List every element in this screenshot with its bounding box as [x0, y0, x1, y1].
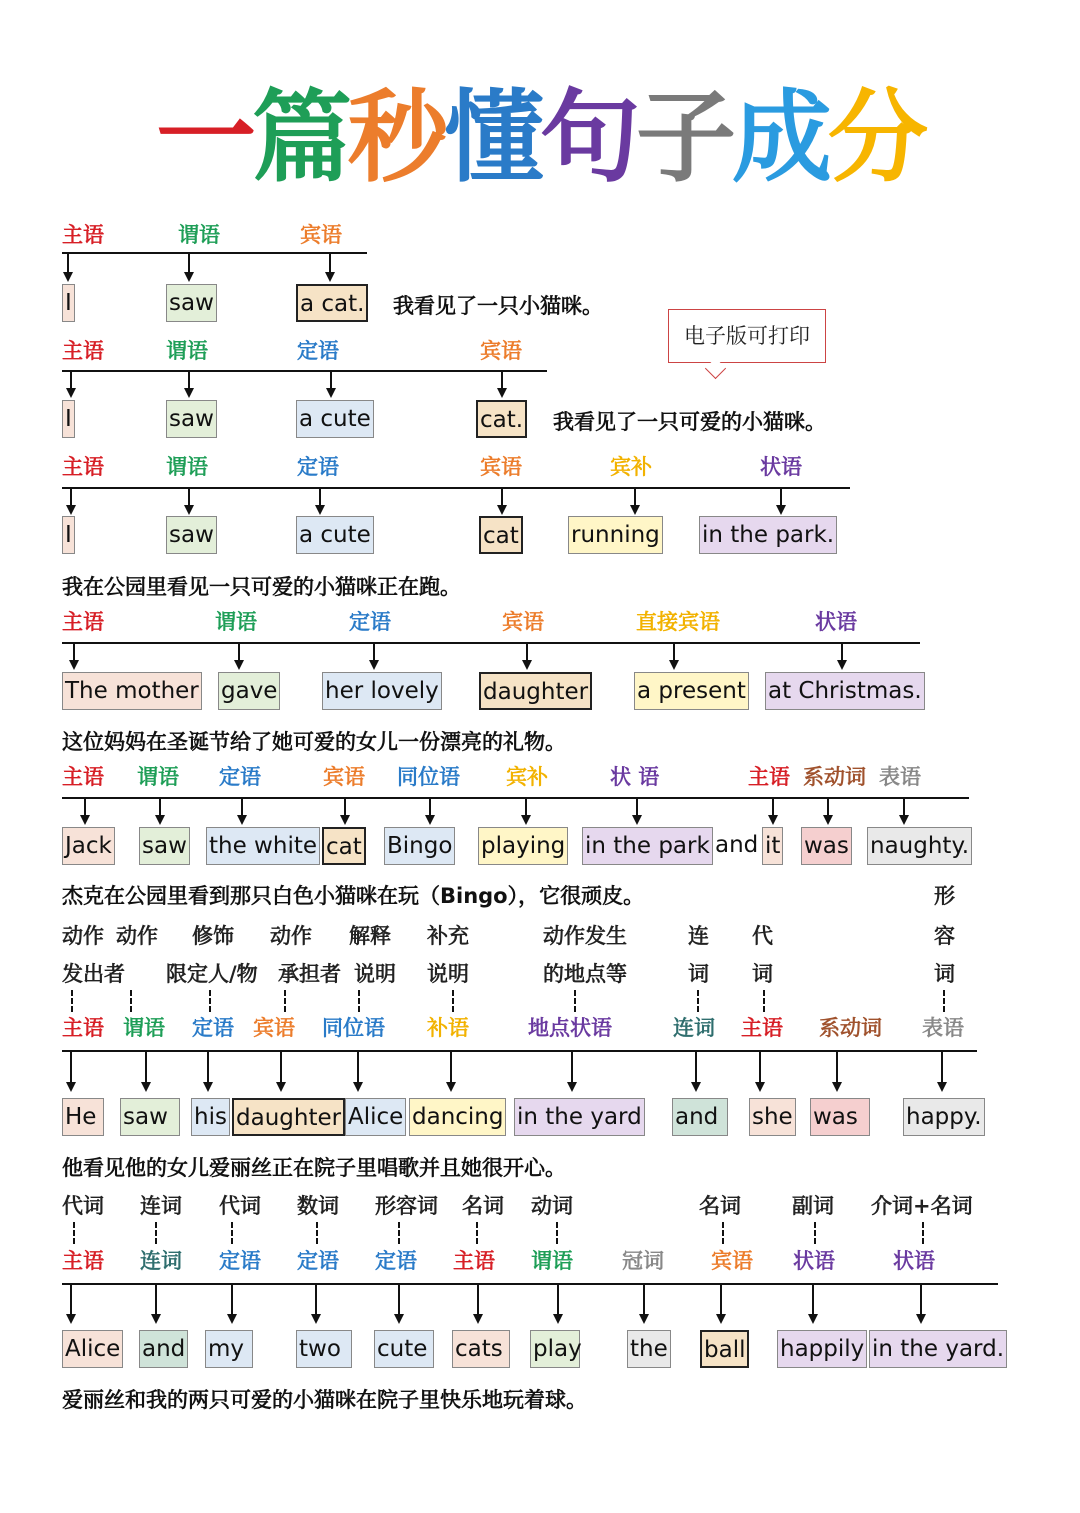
arrow-head	[394, 1314, 404, 1324]
arrow-head	[276, 1082, 286, 1092]
description-text: 修饰	[192, 924, 234, 948]
bracket-line	[62, 487, 850, 489]
word-box: was	[801, 827, 852, 865]
dashed-connector	[209, 990, 211, 1012]
role-label: 谓语	[166, 455, 208, 479]
role-label: 状语	[760, 455, 802, 479]
arrow-stem	[188, 370, 190, 388]
dashed-connector	[155, 1222, 157, 1244]
arrow-stem	[643, 1283, 645, 1314]
word-box: daughter	[232, 1098, 345, 1136]
dashed-connector	[722, 1222, 724, 1244]
arrow-stem	[673, 642, 675, 660]
word-box: a cute	[296, 516, 374, 554]
role-label: 谓语	[531, 1249, 573, 1273]
description-text: 说明	[427, 962, 469, 986]
dashed-connector	[574, 990, 576, 1012]
arrow-stem	[373, 642, 375, 660]
word-box: Bingo	[384, 827, 455, 865]
chinese-translation: 爱丽丝和我的两只可爱的小猫咪在院子里快乐地玩着球。	[62, 1388, 587, 1412]
role-label: 定语	[219, 765, 261, 789]
chinese-translation: 我在公园里看见一只可爱的小猫咪正在跑。	[62, 575, 461, 599]
word-box: saw	[120, 1098, 180, 1136]
arrow-stem	[241, 797, 243, 815]
description-text: 词	[752, 962, 773, 986]
dashed-connector	[452, 990, 454, 1012]
description-text: 动作发生	[543, 924, 627, 948]
word-box: her lovely	[322, 672, 442, 710]
chinese-translation: 我看见了一只小猫咪。	[393, 294, 603, 318]
description-text: 容	[934, 924, 955, 948]
dashed-connector	[943, 990, 945, 1012]
word-box: cat	[322, 827, 366, 865]
chinese-translation: 我看见了一只可爱的小猫咪。	[553, 410, 826, 434]
word-box: was	[810, 1098, 870, 1136]
arrow-stem	[836, 1050, 838, 1082]
arrow-head	[311, 1314, 321, 1324]
arrow-stem	[772, 797, 774, 815]
role-label: 补语	[427, 1016, 469, 1040]
description-text: 的地点等	[543, 962, 627, 986]
role-label: 定语	[297, 455, 339, 479]
word-box: naughty.	[867, 827, 972, 865]
description-text: 词	[934, 962, 955, 986]
arrow-head	[315, 505, 325, 515]
dashed-connector	[73, 1222, 75, 1244]
word-box: ball	[700, 1330, 749, 1368]
dashed-connector	[814, 1222, 816, 1244]
description-text: 补充	[427, 924, 469, 948]
arrow-stem	[501, 370, 503, 388]
arrow-head	[632, 815, 642, 825]
part-of-speech: 代词	[219, 1194, 261, 1218]
arrow-head	[832, 1082, 842, 1092]
arrow-head	[66, 1314, 76, 1324]
arrow-stem	[315, 1283, 317, 1314]
description-text: 解释	[349, 924, 391, 948]
part-of-speech: 连词	[140, 1194, 182, 1218]
word-box: Alice	[345, 1098, 406, 1136]
arrow-stem	[398, 1283, 400, 1314]
arrow-head	[369, 660, 379, 670]
word-box: in the park.	[699, 516, 837, 554]
role-label: 主语	[741, 1016, 783, 1040]
arrow-head	[899, 815, 909, 825]
role-label: 谓语	[215, 610, 257, 634]
chinese-translation: 杰克在公园里看到那只白色小猫咪在玩（Bingo），它很顽皮。	[62, 884, 645, 908]
arrow-head	[691, 1082, 701, 1092]
arrow-head	[425, 815, 435, 825]
arrow-stem	[357, 1050, 359, 1082]
word-box: in the park	[582, 827, 713, 865]
word-box: gave	[218, 672, 280, 710]
role-label: 系动词	[803, 765, 866, 789]
role-label: 连词	[140, 1249, 182, 1273]
role-label: 定语	[375, 1249, 417, 1273]
role-label: 宾语	[480, 455, 522, 479]
arrow-stem	[159, 797, 161, 815]
description-text: 连	[688, 924, 709, 948]
role-label: 地点状语	[528, 1016, 612, 1040]
word-box: a present	[634, 672, 749, 710]
word-box: cat.	[476, 400, 527, 438]
chinese-translation: 这位妈妈在圣诞节给了她可爱的女儿一份漂亮的礼物。	[62, 730, 566, 754]
arrow-head	[155, 815, 165, 825]
part-of-speech: 动词	[531, 1194, 573, 1218]
dashed-connector	[398, 1222, 400, 1244]
description-text: 词	[688, 962, 709, 986]
arrow-head	[937, 1082, 947, 1092]
role-label: 宾补	[506, 765, 548, 789]
role-label: 谓语	[137, 765, 179, 789]
arrow-stem	[634, 487, 636, 505]
role-label: 主语	[453, 1249, 495, 1273]
role-label: 状 语	[610, 765, 660, 789]
word-box: play	[530, 1330, 580, 1368]
printable-callout: 电子版可打印	[668, 309, 826, 363]
word-box: two	[296, 1330, 352, 1368]
word-box: saw	[166, 284, 217, 322]
dashed-connector	[71, 990, 73, 1012]
part-of-speech: 形容词	[375, 1194, 438, 1218]
arrow-head	[325, 272, 335, 282]
role-label: 宾语	[300, 223, 342, 247]
role-label: 状语	[893, 1249, 935, 1273]
arrow-stem	[903, 797, 905, 815]
arrow-head	[567, 1082, 577, 1092]
arrow-stem	[450, 1050, 452, 1082]
arrow-head	[237, 815, 247, 825]
word-box: in the yard.	[869, 1330, 1007, 1368]
role-label: 直接宾语	[636, 610, 720, 634]
dashed-connector	[697, 990, 699, 1012]
word-box: I	[62, 516, 75, 554]
arrow-head	[521, 815, 531, 825]
word-box: the	[627, 1330, 671, 1368]
arrow-head	[553, 1314, 563, 1324]
dashed-connector	[284, 990, 286, 1012]
bracket-line	[62, 797, 969, 799]
arrow-stem	[525, 797, 527, 815]
arrow-stem	[920, 1283, 922, 1314]
arrow-head	[446, 1082, 456, 1092]
conjunction-word: and	[715, 832, 759, 858]
word-box: cat	[479, 516, 523, 554]
role-label: 宾语	[480, 339, 522, 363]
role-label: 主语	[748, 765, 790, 789]
word-box: dancing	[409, 1098, 506, 1136]
arrow-head	[234, 660, 244, 670]
word-box: a cat.	[296, 284, 368, 322]
word-box: a cute	[296, 400, 374, 438]
role-label: 表语	[879, 765, 921, 789]
bracket-line	[62, 252, 367, 254]
title-char: 一	[156, 79, 252, 196]
role-label: 主语	[62, 1016, 104, 1040]
arrow-head	[755, 1082, 765, 1092]
arrow-head	[716, 1314, 726, 1324]
arrow-stem	[636, 797, 638, 815]
word-box: saw	[139, 827, 190, 865]
word-box: daughter	[479, 672, 592, 710]
page-title	[0, 78, 1080, 198]
arrow-head	[837, 660, 847, 670]
role-label: 系动词	[819, 1016, 882, 1040]
arrow-head	[768, 815, 778, 825]
role-label: 定语	[349, 610, 391, 634]
arrow-stem	[759, 1050, 761, 1082]
arrow-stem	[207, 1050, 209, 1082]
word-box: his	[191, 1098, 230, 1136]
arrow-stem	[188, 252, 190, 272]
word-box: in the yard	[514, 1098, 645, 1136]
role-label: 定语	[297, 339, 339, 363]
arrow-head	[473, 1314, 483, 1324]
arrow-head	[823, 815, 833, 825]
arrow-stem	[329, 252, 331, 272]
arrow-head	[326, 388, 336, 398]
arrow-head	[141, 1082, 151, 1092]
part-of-speech: 数词	[297, 1194, 339, 1218]
arrow-stem	[330, 370, 332, 388]
description-text: 发出者	[62, 962, 125, 986]
role-label: 主语	[62, 1249, 104, 1273]
role-label: 主语	[62, 455, 104, 479]
arrow-head	[227, 1314, 237, 1324]
word-box: I	[62, 284, 75, 322]
word-box: running	[568, 516, 663, 554]
arrow-head	[497, 505, 507, 515]
arrow-head	[639, 1314, 649, 1324]
arrow-head	[66, 505, 76, 515]
part-of-speech: 副词	[792, 1194, 834, 1218]
arrow-stem	[501, 487, 503, 505]
arrow-head	[69, 660, 79, 670]
part-of-speech: 名词	[699, 1194, 741, 1218]
arrow-head	[522, 660, 532, 670]
arrow-stem	[571, 1050, 573, 1082]
dashed-connector	[316, 1222, 318, 1244]
arrow-stem	[280, 1050, 282, 1082]
role-label: 宾语	[323, 765, 365, 789]
arrow-stem	[67, 252, 69, 272]
dashed-connector	[231, 1222, 233, 1244]
role-label: 宾补	[610, 455, 652, 479]
role-label: 主语	[62, 610, 104, 634]
role-label: 冠词	[622, 1249, 664, 1273]
arrow-head	[630, 505, 640, 515]
arrow-stem	[231, 1283, 233, 1314]
arrow-head	[184, 272, 194, 282]
description-text: 说明	[354, 962, 396, 986]
word-box: my	[205, 1330, 253, 1368]
arrow-head	[80, 815, 90, 825]
title-char: 篇	[252, 79, 348, 196]
arrow-stem	[188, 487, 190, 505]
arrow-head	[669, 660, 679, 670]
arrow-head	[203, 1082, 213, 1092]
arrow-stem	[429, 797, 431, 815]
arrow-head	[497, 388, 507, 398]
word-box: happy.	[903, 1098, 985, 1136]
description-text: 动作	[270, 924, 312, 948]
arrow-stem	[319, 487, 321, 505]
part-of-speech: 代词	[62, 1194, 104, 1218]
arrow-stem	[155, 1283, 157, 1314]
word-box: she	[749, 1098, 796, 1136]
word-box: Alice	[62, 1330, 123, 1368]
role-label: 主语	[62, 765, 104, 789]
description-text: 动作	[62, 924, 104, 948]
dashed-connector	[922, 1222, 924, 1244]
arrow-head	[66, 1082, 76, 1092]
arrow-stem	[344, 797, 346, 815]
word-box: He	[62, 1098, 104, 1136]
arrow-stem	[827, 797, 829, 815]
title-char: 分	[828, 79, 924, 196]
word-box: at Christmas.	[765, 672, 925, 710]
arrow-stem	[70, 1050, 72, 1082]
arrow-head	[808, 1314, 818, 1324]
dashed-connector	[476, 1222, 478, 1244]
arrow-stem	[720, 1283, 722, 1314]
role-label: 宾语	[502, 610, 544, 634]
title-char: 句	[540, 79, 636, 196]
arrow-stem	[695, 1050, 697, 1082]
role-label: 主语	[62, 339, 104, 363]
arrow-stem	[73, 642, 75, 660]
word-box: and	[139, 1330, 188, 1368]
arrow-head	[776, 505, 786, 515]
arrow-stem	[70, 487, 72, 505]
word-box: saw	[166, 516, 217, 554]
arrow-stem	[526, 642, 528, 660]
title-char: 成	[732, 79, 828, 196]
dashed-connector	[556, 1222, 558, 1244]
arrow-stem	[477, 1283, 479, 1314]
arrow-stem	[780, 487, 782, 505]
role-label: 谓语	[178, 223, 220, 247]
word-box: happily	[777, 1330, 867, 1368]
word-box: Jack	[62, 827, 115, 865]
arrow-head	[916, 1314, 926, 1324]
dashed-connector	[763, 990, 765, 1012]
word-box: playing	[478, 827, 568, 865]
role-label: 主语	[62, 223, 104, 247]
arrow-stem	[841, 642, 843, 660]
word-box: The mother	[62, 672, 202, 710]
description-text: 形	[934, 884, 955, 908]
title-char: 子	[636, 79, 732, 196]
role-label: 谓语	[123, 1016, 165, 1040]
role-label: 定语	[219, 1249, 261, 1273]
description-text: 动作	[116, 924, 158, 948]
arrow-stem	[238, 642, 240, 660]
arrow-stem	[812, 1283, 814, 1314]
role-label: 宾语	[711, 1249, 753, 1273]
arrow-head	[66, 388, 76, 398]
arrow-stem	[84, 797, 86, 815]
arrow-stem	[557, 1283, 559, 1314]
role-label: 定语	[297, 1249, 339, 1273]
description-text: 限定人/物	[166, 962, 258, 986]
word-box: cute	[374, 1330, 434, 1368]
dashed-connector	[358, 990, 360, 1012]
role-label: 连词	[673, 1016, 715, 1040]
bracket-line	[62, 370, 547, 372]
part-of-speech: 介词+名词	[871, 1194, 973, 1218]
word-box: I	[62, 400, 75, 438]
title-char: 秒	[348, 79, 444, 196]
arrow-stem	[70, 370, 72, 388]
word-box: saw	[166, 400, 217, 438]
part-of-speech: 名词	[462, 1194, 504, 1218]
chinese-translation: 他看见他的女儿爱丽丝正在院子里唱歌并且她很开心。	[62, 1156, 566, 1180]
arrow-head	[63, 272, 73, 282]
arrow-head	[353, 1082, 363, 1092]
arrow-stem	[70, 1283, 72, 1314]
arrow-head	[184, 505, 194, 515]
arrow-stem	[145, 1050, 147, 1082]
arrow-head	[151, 1314, 161, 1324]
arrow-head	[184, 388, 194, 398]
arrow-stem	[941, 1050, 943, 1082]
bracket-line	[62, 642, 920, 644]
role-label: 宾语	[253, 1016, 295, 1040]
role-label: 谓语	[166, 339, 208, 363]
word-box: it	[762, 827, 783, 865]
role-label: 定语	[192, 1016, 234, 1040]
arrow-head	[340, 815, 350, 825]
word-box: and	[672, 1098, 728, 1136]
word-box: the white	[206, 827, 320, 865]
word-box: cats	[452, 1330, 510, 1368]
dashed-connector	[130, 990, 132, 1012]
description-text: 代	[752, 924, 773, 948]
role-label: 状语	[815, 610, 857, 634]
role-label: 表语	[922, 1016, 964, 1040]
role-label: 状语	[793, 1249, 835, 1273]
bracket-line	[62, 1050, 977, 1052]
title-char: 懂	[444, 79, 540, 196]
bracket-line	[62, 1283, 998, 1285]
role-label: 同位语	[397, 765, 460, 789]
description-text: 承担者	[278, 962, 341, 986]
role-label: 同位语	[322, 1016, 385, 1040]
